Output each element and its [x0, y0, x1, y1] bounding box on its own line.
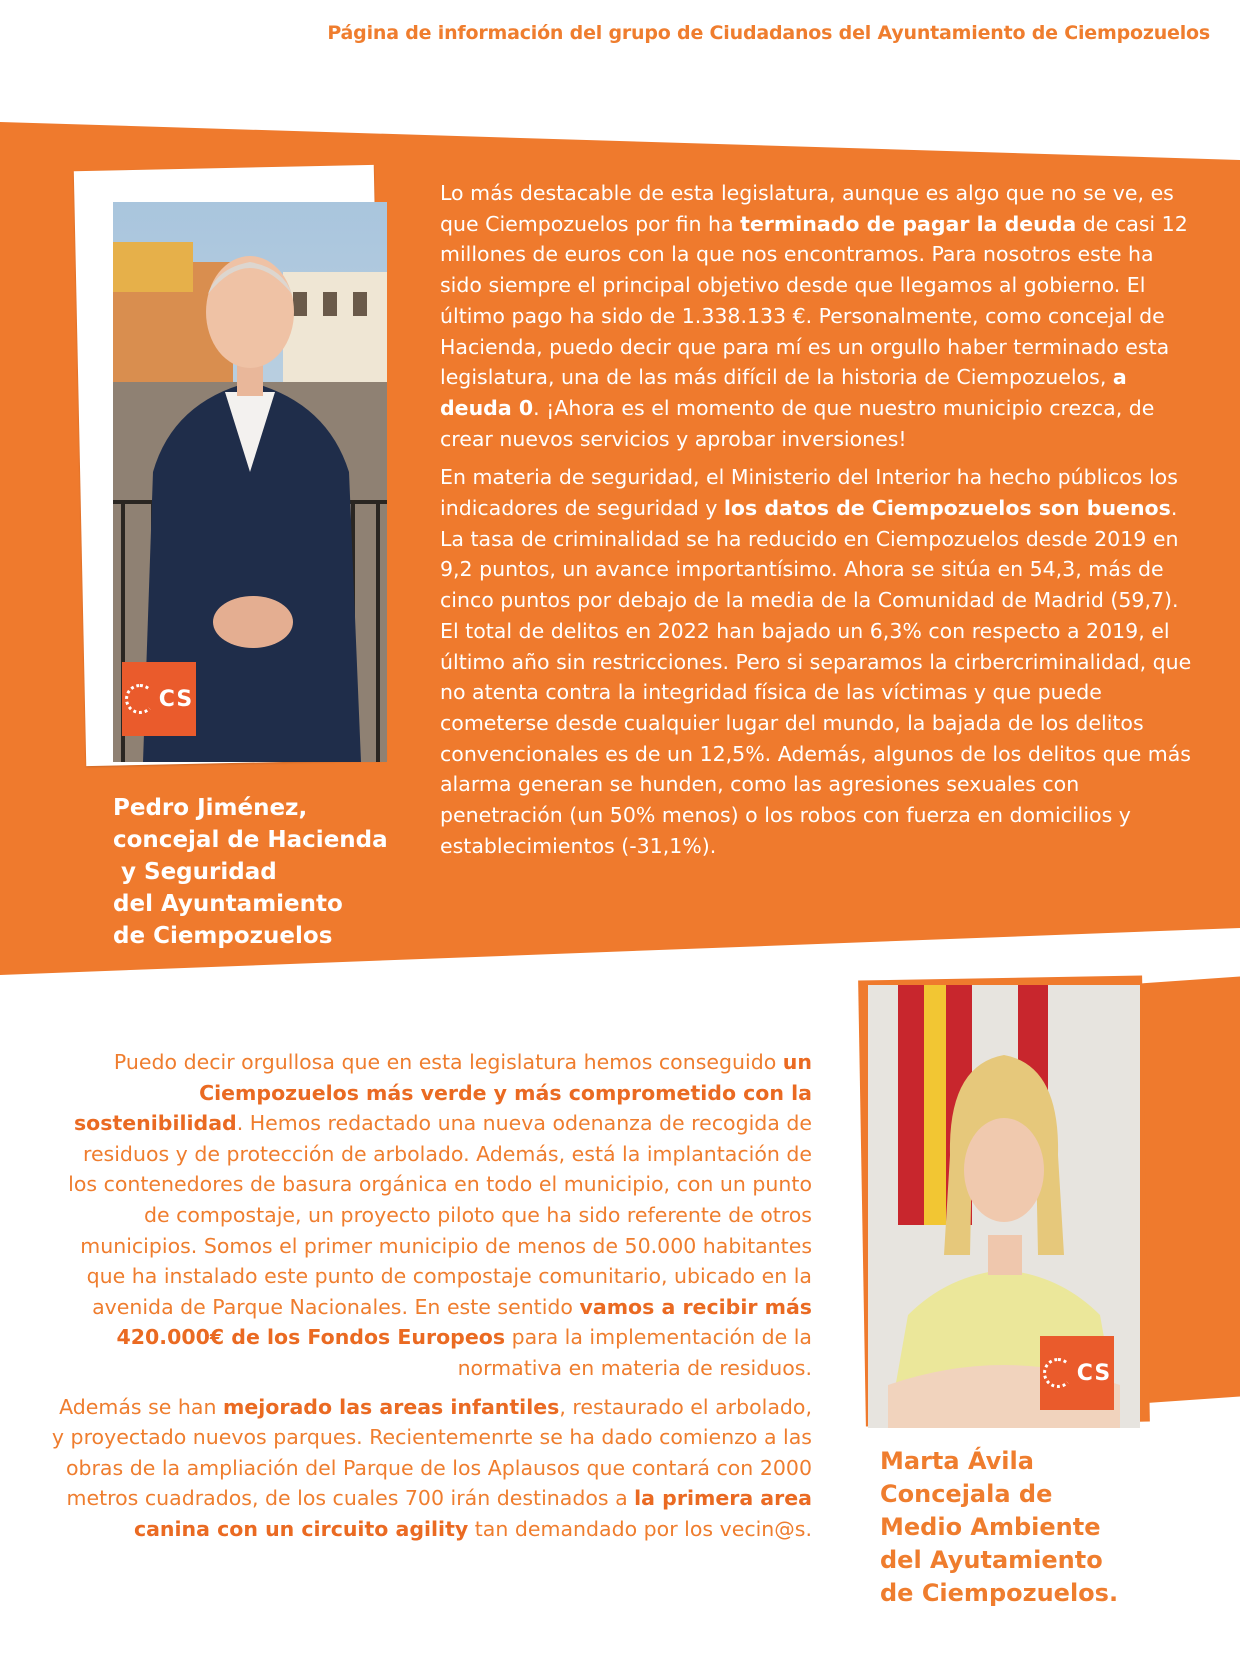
caption-line: Concejala de — [880, 1480, 1053, 1508]
section1-text — [440, 178, 1200, 869]
caption-line: y Seguridad — [113, 859, 277, 885]
text-run: Puedo decir orgullosa que en esta legislatura hemos conseguido — [113, 1050, 783, 1074]
cs-logo-1 — [122, 662, 196, 736]
section1-paragraph-1 — [440, 178, 1200, 454]
text-run: . ¡Ahora es el momento de que nuestro municipio crezca, de crear nuevos servicios y aprobar inversiones! — [440, 395, 1155, 451]
caption-pedro — [113, 792, 413, 952]
caption-line: de Ciempozuelos — [113, 923, 333, 949]
bold-text-run: a deuda 0 — [440, 365, 1127, 420]
text-run: , restaurado el arbolado, y proyectado nuevos parques. Recientemenrte se ha dado comienzo a las obras de la ampliación del Parque de los Aplausos que contará con 2000 metros cuadrados, de los cuales 700 irán destinados a — [51, 1394, 812, 1511]
orange-strip-right — [1140, 977, 1240, 1404]
text-run: tan demandado por los vecin@s. — [468, 1516, 812, 1541]
cs-party-logo-icon — [1043, 1358, 1073, 1388]
bold-text-run: terminado de pagar la deuda — [740, 211, 1077, 236]
text-run: . Hemos redactado una nueva odenanza de recogida de residuos y de protección de arbolado. Además, está la implantación de los contenedores de basura orgánica en todo el municipio, con un punto de compostaje, un proyecto piloto que ha sido referente de otros municipios. Somos el primer municipio de menos de 50.000 habitantes que ha instalado este punto de compostaje comunitario, ubicado en la avenida de Parque Nacionales. En este sentido — [68, 1111, 812, 1319]
text-run: para la implementación de la normativa en materia de residuos. — [457, 1325, 812, 1380]
bold-text-run: un Ciempozuelos más verde y más comprometido con la sostenibilidad — [73, 1050, 812, 1136]
caption-line: Marta Ávila — [880, 1447, 1034, 1475]
section2-text — [50, 1047, 812, 1553]
text-run: de casi 12 millones de euros con la que nos encontramos. Para nosotros este ha sido siempre el principal objetivo desde que llegamos al gobierno. El último pago ha sido de 1.338.133 €. Personalmente, como concejal de Hacienda, puedo decir que para mí es un orgullo haber terminado esta legislatura, una de las más difícil de la historia de Ciempozuelos, — [440, 211, 1188, 390]
caption-line: del Ayutamiento — [880, 1546, 1103, 1574]
text-run: Además se han — [59, 1394, 223, 1419]
bold-text-run: los datos de Ciempozuelos son buenos — [723, 496, 1171, 521]
section2-paragraph-1 — [50, 1047, 812, 1384]
cs-party-logo-icon — [125, 684, 155, 714]
caption-line: concejal de Hacienda — [113, 827, 388, 853]
text-run: En materia de seguridad, el Ministerio del Interior ha hecho públicos los indicadores de seguridad y — [440, 465, 1178, 521]
caption-line: Medio Ambiente — [880, 1513, 1101, 1541]
text-run: Lo más destacable de esta legislatura, aunque es algo que no se ve, es que Ciempozuelos por fin ha — [440, 181, 1174, 236]
bold-text-run: vamos a recibir más 420.000€ de los Fondos Europeos — [116, 1294, 812, 1350]
caption-line: del Ayuntamiento — [113, 891, 343, 917]
caption-line: de Ciempozuelos. — [880, 1579, 1119, 1607]
text-run: . La tasa de criminalidad se ha reducido en Ciempozuelos desde 2019 en 9,2 puntos, un avance importantísimo. Ahora se sitúa en 54,3, más de cinco puntos por debajo de la media de la Comunidad de Madrid (59,7). El total de delitos en 2022 han bajado un 6,3% con respecto a 2019, el último año sin restricciones. Pero si separamos la cirbercriminalidad, que no atenta contra la integridad física de las víctimas y que puede cometerse desde cualquier lugar del mundo, la bajada de los delitos convencionales es de un 12,5%. Además, algunos de los delitos que más alarma generan se hunden, como las agresiones sexuales con penetración (un 50% menos) o los robos con fuerza en domicilios y establecimientos (-31,1%). — [440, 496, 1192, 858]
cs-logo-2 — [1040, 1336, 1114, 1410]
section1-paragraph-2 — [440, 462, 1200, 861]
caption-line: Pedro Jiménez, — [113, 795, 308, 821]
caption-marta — [880, 1445, 1180, 1610]
header-title: Página de información del grupo de Ciudadanos del Ayuntamiento de Ciempozuelos — [327, 22, 1210, 44]
section2-paragraph-2 — [50, 1392, 812, 1545]
bold-text-run: mejorado las areas infantiles — [222, 1394, 560, 1419]
bold-text-run: la primera area canina con un circuito agility — [133, 1486, 812, 1541]
cs-logo-text: CS — [158, 686, 194, 712]
cs-logo-text: CS — [1076, 1360, 1112, 1386]
